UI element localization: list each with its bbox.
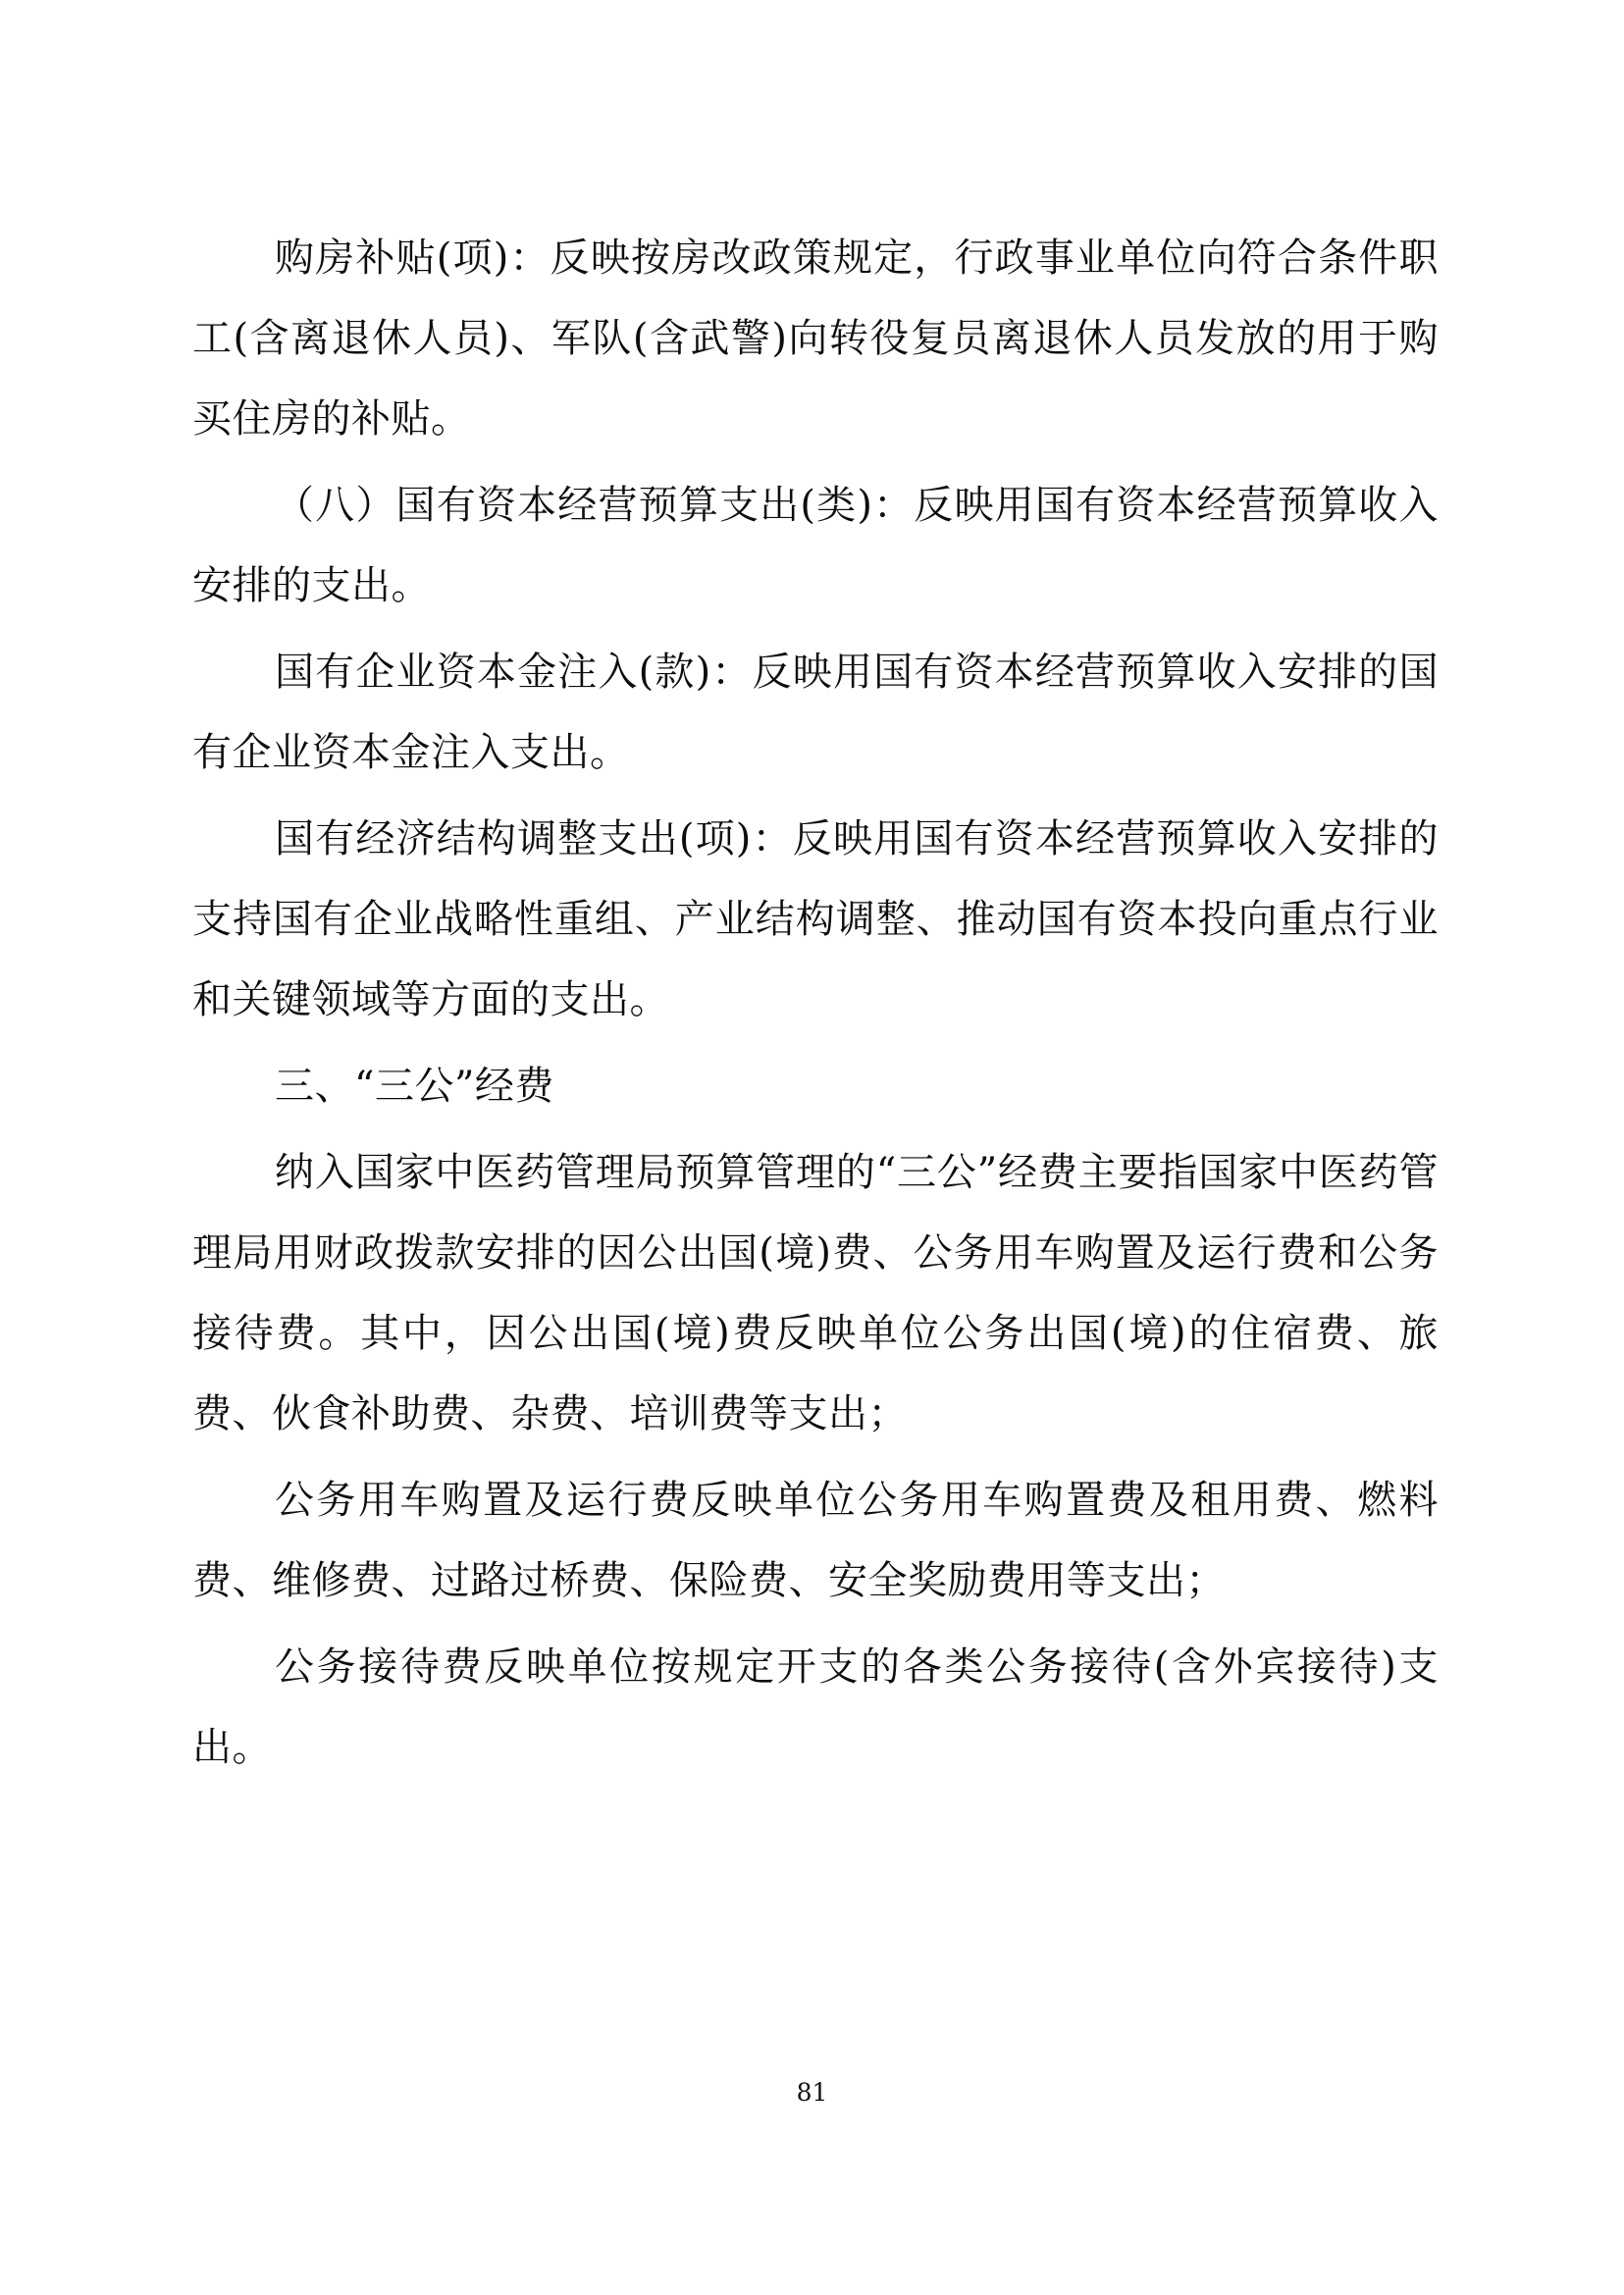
paragraph-state-enterprise-capital-injection: 国有企业资本金注入(款)：反映用国有资本经营预算收入安排的国有企业资本金注入支出。	[192, 650, 1439, 775]
paragraph-housing-subsidy: 购房补贴(项)：反映按房改政策规定，行政事业单位向符合条件职工(含离退休人员)、军队(含武警)向转役复员离退休人员发放的用于购买住房的补贴。	[192, 235, 1439, 442]
paragraph-vehicle-purchase-operation: 公务用车购置及运行费反映单位公务用车购置费及租用费、燃料费、维修费、过路过桥费、保险费、安全奖励费用等支出；	[192, 1478, 1439, 1603]
paragraph-state-economic-structure-adjustment: 国有经济结构调整支出(项)：反映用国有资本经营预算收入安排的支持国有企业战略性重组、产业结构调整、推动国有资本投向重点行业和关键领域等方面的支出。	[192, 816, 1439, 1022]
paragraph-state-capital-budget-expenditure: （八）国有资本经营预算支出(类)：反映用国有资本经营预算收入安排的支出。	[192, 483, 1439, 608]
paragraph-official-reception: 公务接待费反映单位按规定开支的各类公务接待(含外宾接待)支出。	[192, 1644, 1439, 1770]
section-heading-three-public-funds: 三、“三公”经费	[275, 1064, 554, 1109]
page-body	[192, 218, 1439, 1794]
paragraph-three-public-definition: 纳入国家中医药管理局预算管理的“三公”经费主要指国家中医药管理局用财政拨款安排的因公出国(境)费、公务用车购置及运行费和公务接待费。其中，因公出国(境)费反映单位公务出国(境)的住宿费、旅费、伙食补助费、杂费、培训费等支出；	[192, 1150, 1439, 1436]
page-number: 81	[796, 2078, 828, 2107]
